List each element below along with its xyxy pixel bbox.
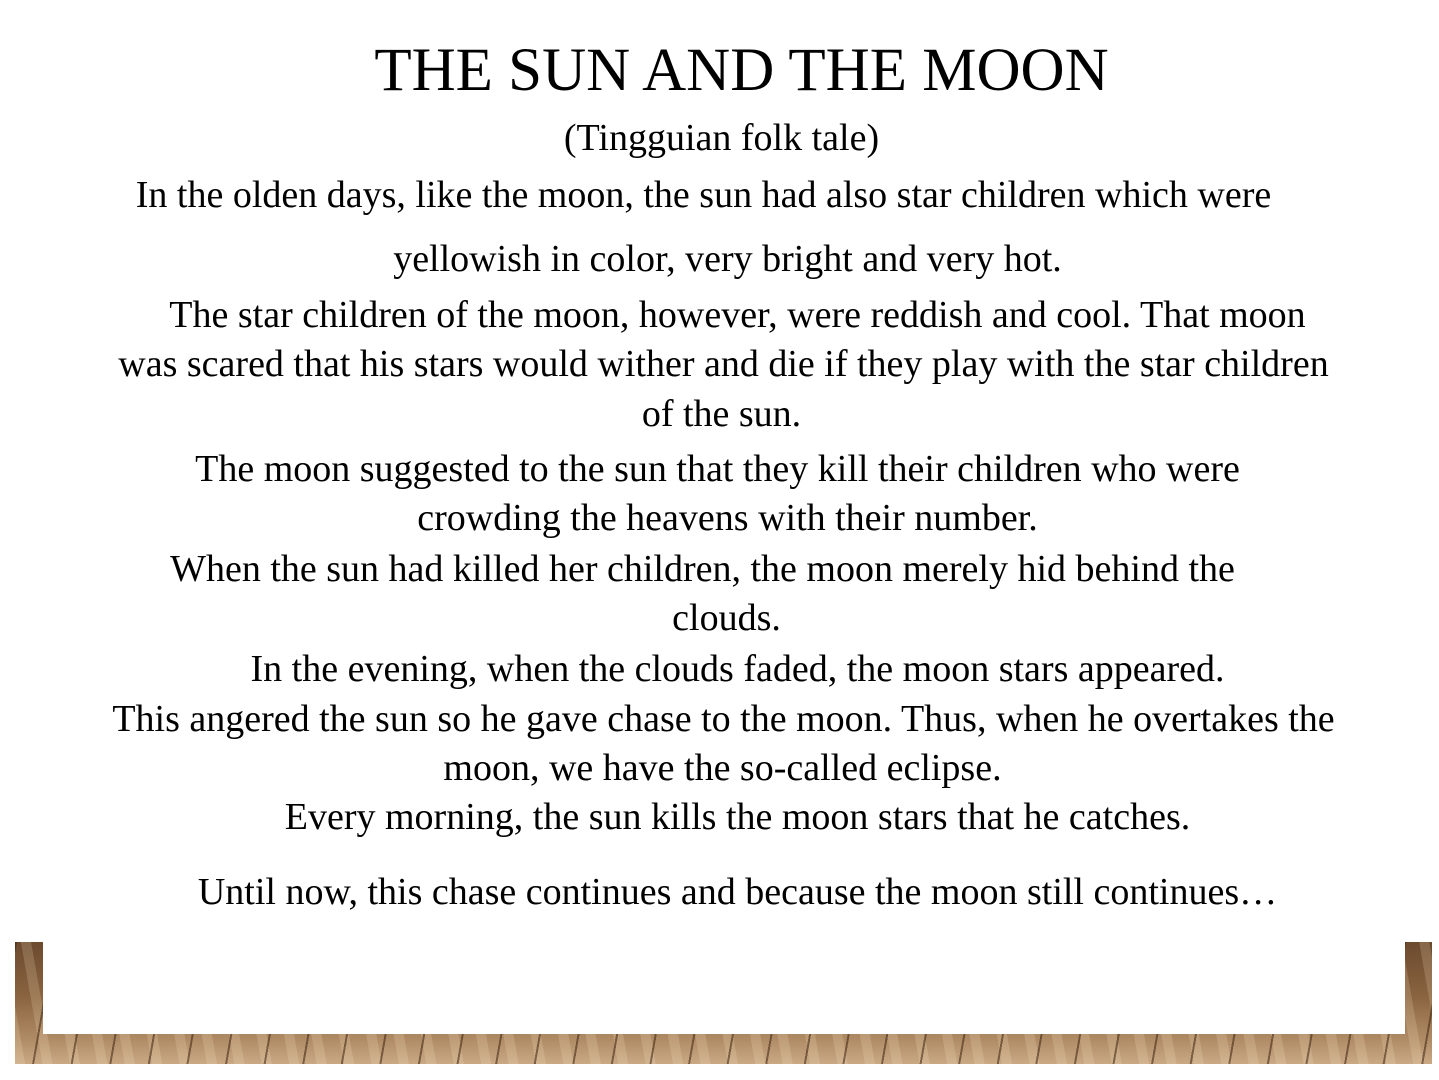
slide-subtitle: (Tingguian folk tale) xyxy=(563,117,880,159)
slide-title: THE SUN AND THE MOON xyxy=(374,37,1109,104)
story-line: clouds. xyxy=(672,597,781,639)
story-line: When the sun had killed her children, the moon merely hid behind the xyxy=(170,548,1235,590)
story-line: Every morning, the sun kills the moon stars that he catches. xyxy=(284,796,1191,838)
story-line: crowding the heavens with their number. xyxy=(417,497,1038,539)
story-line: of the sun. xyxy=(641,393,802,435)
story-line: was scared that his stars would wither and die if they play with the star children xyxy=(118,343,1329,385)
story-line: yellowish in color, very bright and very hot. xyxy=(393,238,1062,280)
story-line: moon, we have the so-called eclipse. xyxy=(443,747,1002,789)
story-line: The star children of the moon, however, were reddish and cool. That moon xyxy=(169,294,1306,336)
story-line: Until now, this chase continues and because the moon still continues… xyxy=(197,871,1278,913)
story-line: In the olden days, like the moon, the sun had also star children which were xyxy=(135,174,1272,216)
story-line: This angered the sun so he gave chase to the moon. Thus, when he overtakes the xyxy=(112,698,1335,740)
story-line: The moon suggested to the sun that they kill their children who were xyxy=(195,448,1240,490)
story-line: In the evening, when the clouds faded, the moon stars appeared. xyxy=(250,648,1225,690)
white-panel xyxy=(43,942,1405,1034)
